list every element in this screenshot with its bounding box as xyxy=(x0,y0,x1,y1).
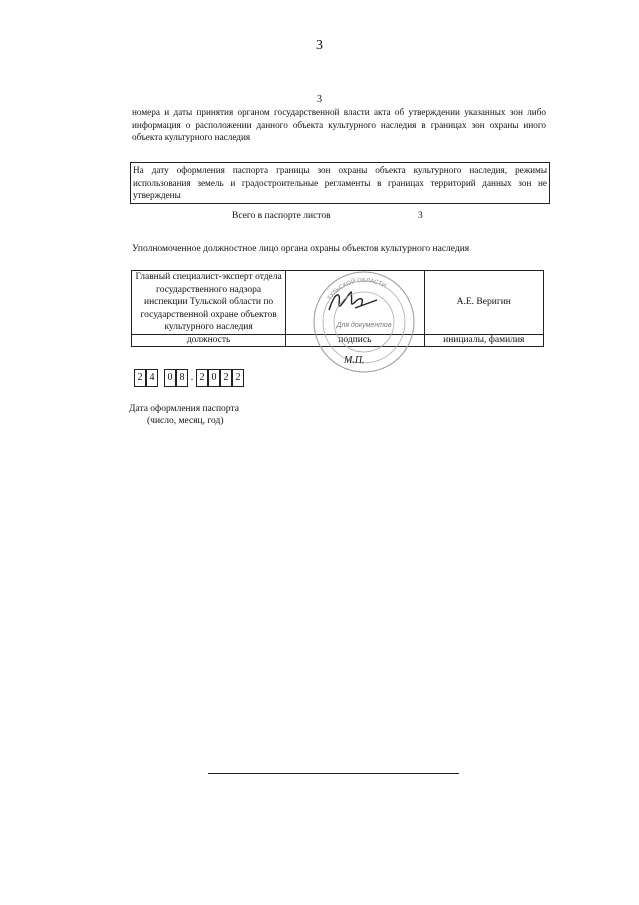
bottom-divider xyxy=(208,773,459,774)
position-cell: Главный специалист-эксперт отдела государственного надзора инспекции Тульской области по государственной охране объектов культурного наследия xyxy=(132,271,286,335)
date-day-2: 4 xyxy=(146,369,158,387)
official-heading: Уполномоченное должностное лицо органа охраны объектов культурного наследия xyxy=(132,244,470,254)
boxed-note: На дату оформления паспорта границы зон охраны объекта культурного наследия, режимы использования земель и градостроительные регламенты в границах территорий данных зон не утверждены xyxy=(130,162,550,204)
date-year-3: 2 xyxy=(220,369,232,387)
name-cell: А.Е. Веригин xyxy=(424,271,543,335)
date-separator: . xyxy=(190,372,194,383)
caption-signature: подпись xyxy=(286,334,424,346)
date-year-1: 2 xyxy=(196,369,208,387)
caption-name: инициалы, фамилия xyxy=(424,334,543,346)
zones-info-paragraph: номера и даты принятия органом государственной власти акта об утверждении указанных зон либо информация о расположении данного объекта культурного наследия в границах зон охраны иного объекта культурного наследия xyxy=(132,107,546,142)
date-month-2: 8 xyxy=(176,369,188,387)
date-year-2: 0 xyxy=(208,369,220,387)
date-day-1: 2 xyxy=(134,369,146,387)
caption-position: должность xyxy=(132,334,286,346)
page-number-top: 3 xyxy=(316,38,323,53)
sheets-label: Всего в паспорте листов xyxy=(232,211,331,221)
date-month-1: 0 xyxy=(164,369,176,387)
date-year-4: 2 xyxy=(232,369,244,387)
page-number-inner: 3 xyxy=(317,94,322,105)
sheets-count: 3 xyxy=(418,211,423,221)
mp-label: М.П. xyxy=(344,355,365,366)
stamp-center-text: Для документов xyxy=(336,322,392,329)
date-label-line1: Дата оформления паспорта xyxy=(129,404,239,414)
stamp-arc-text: ТУЛЬСКОЙ ОБЛАСТИ xyxy=(326,277,387,302)
date-label-line2: (число, месяц, год) xyxy=(147,416,224,426)
date-label xyxy=(129,403,239,427)
